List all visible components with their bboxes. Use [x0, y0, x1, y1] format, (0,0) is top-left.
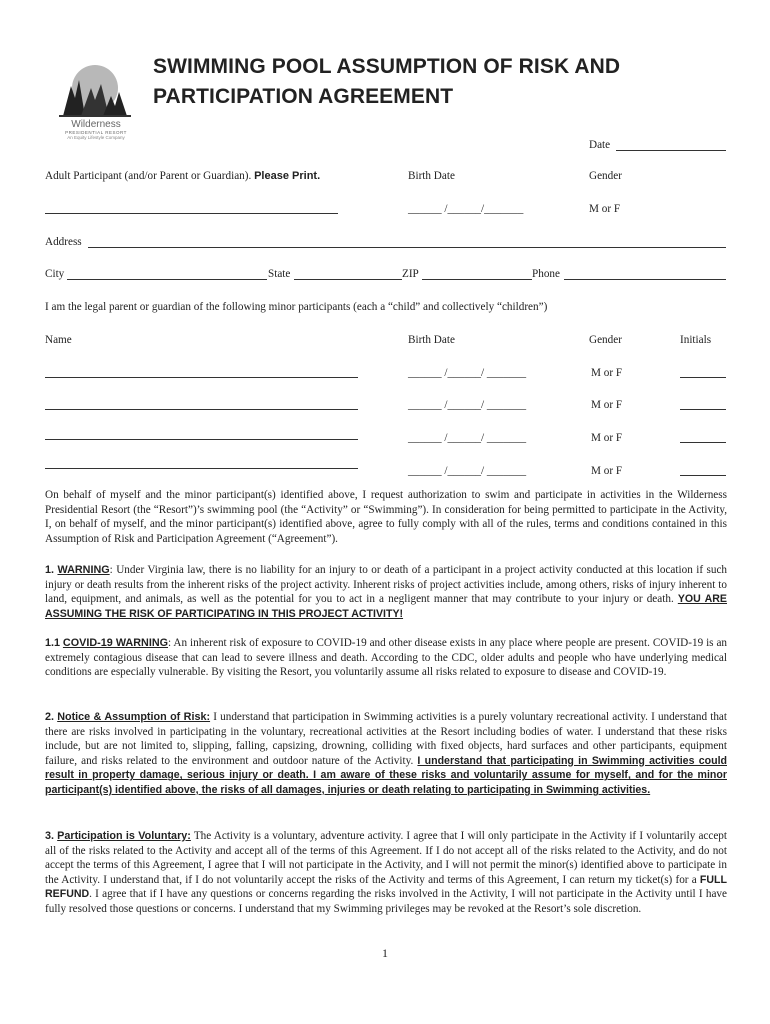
section-1-text: : Under Virginia law, there is no liability for an injury to or death of a participant in a project activity conducted at this location if such injury or death results from the inherent risks of the project activity. Inherent risks of project activities include, among others, risks of injury inherent to land, equipment, and animals, as well as the potential for you to act in a negligent manner that may contribute to your injury or death.: [45, 564, 728, 606]
minor-name-field[interactable]: [45, 377, 358, 378]
date-field[interactable]: [616, 150, 726, 151]
section-3-refund: FULL REFUND: [45, 873, 727, 901]
minor-birth-date-label: Birth Date: [408, 334, 455, 346]
minor-initials-field[interactable]: [680, 442, 726, 443]
birth-date-label: Birth Date: [408, 170, 455, 182]
section-2-number: 2.: [45, 711, 55, 723]
minor-birth-date-field[interactable]: ______ /______/ _______: [408, 399, 527, 411]
section-1-1-text: : An inherent risk of exposure to COVID-19 and other disease exists in any place where people are present. COVID-19 is an extremely contagious disease that can lead to severe illness and death. According to the CDC, older adults and people who have underlying medical conditions are especially vulnerable. By visiting the Resort, you voluntarily assume all risks related to exposure to disease and COVID-19.: [45, 637, 728, 679]
section-1-heading: WARNING: [57, 564, 110, 576]
please-print-label: Please Print.: [254, 170, 321, 182]
logo-tag: An Equity Lifestyle Company: [67, 135, 125, 140]
minor-initials-label: Initials: [680, 334, 712, 346]
minor-initials-field[interactable]: [680, 377, 726, 378]
minor-gender-field[interactable]: M or F: [591, 432, 623, 444]
minor-gender-field[interactable]: M or F: [591, 465, 623, 477]
document-title: SWIMMING POOL ASSUMPTION OF RISK AND PARTICIPATION AGREEMENT: [153, 55, 621, 108]
city-field[interactable]: [67, 279, 267, 280]
minor-initials-field[interactable]: [680, 475, 726, 476]
intro-paragraph: On behalf of myself and the minor participant(s) identified above, I request authorization to swim and participate in activities in the Wilderness Presidential Resort (the “Resort”)’s swimming pool (the “Activity” or “Swimming”). In consideration for being permitted to participate in the Activity, I, on behalf of myself, and the minor participant(s) identified above, agree to fully comply with all of the rules, terms and conditions contained in this Assumption of Risk and Participation Agreement (“Agreement”).: [45, 489, 727, 545]
minor-birth-date-field[interactable]: ______ /______/ _______: [408, 465, 527, 477]
zip-label: ZIP: [402, 268, 419, 280]
state-field[interactable]: [294, 279, 402, 280]
adult-name-field[interactable]: [45, 213, 338, 214]
section-3-text-b: . I agree that if I have any questions or concerns regarding the risks involved in the Activity, I will not participate in the Activity until I have fully resolved those questions or concerns. I understand that my Swimming privileges may be revoked at the Resort’s sole discretion.: [45, 888, 727, 915]
section-2-text: I understand that participation in Swimming activities is a purely voluntary recreational activity. I understand that there are risks involved in participating in the voluntary, recreational activities at the Resort including bodies of water. I understand that these risks include, but are not limited to, slipping, falling, capsizing, drowning, colliding with fixed objects, hard surfaces and other participants, equipment failure, and risks related to the environment and outdoor nature of the Activity.: [45, 711, 727, 767]
zip-field[interactable]: [422, 279, 532, 280]
adult-participant-label: Adult Participant (and/or Parent or Guardian). Please Print.: [45, 170, 321, 182]
logo-sub: PRESIDENTIAL RESORT: [65, 130, 127, 135]
city-label: City: [45, 268, 65, 280]
gender-label: Gender: [589, 170, 622, 182]
section-1-warning: [45, 563, 727, 621]
address-label: Address: [45, 236, 82, 248]
state-label: State: [268, 268, 291, 280]
section-1-1-covid: [45, 636, 727, 680]
section-2-notice: [45, 710, 727, 798]
section-1-number: 1.: [45, 564, 55, 576]
section-3-heading: Participation is Voluntary:: [57, 830, 191, 842]
minor-name-field[interactable]: [45, 409, 358, 410]
page-number: 1: [382, 946, 388, 960]
minor-name-field[interactable]: [45, 439, 358, 440]
minor-birth-date-field[interactable]: ______ /______/ _______: [408, 367, 527, 379]
section-2-heading: Notice & Assumption of Risk:: [57, 711, 211, 723]
minors-intro: I am the legal parent or guardian of the following minor participants (each a “child” and collectively “children”): [45, 301, 548, 313]
address-field[interactable]: [88, 247, 726, 248]
phone-label: Phone: [532, 268, 560, 280]
section-3-voluntary: [45, 829, 727, 917]
date-row: [589, 139, 610, 151]
section-3-number: 3.: [45, 830, 55, 842]
date-label: Date: [589, 139, 611, 151]
minor-initials-field[interactable]: [680, 409, 726, 410]
section-1-1-heading: COVID-19 WARNING: [62, 637, 169, 649]
section-1-1-number: 1.1: [45, 637, 61, 649]
minor-birth-date-field[interactable]: ______ /______/ _______: [408, 432, 527, 444]
phone-field[interactable]: [564, 279, 726, 280]
adult-birth-date-field[interactable]: ______ /______/_______: [408, 203, 524, 215]
mountain-logo-icon: [55, 58, 137, 118]
resort-logo: [55, 58, 137, 142]
minor-name-field[interactable]: [45, 468, 358, 469]
logo-name: Wilderness: [71, 119, 121, 130]
minor-name-label: Name: [45, 334, 72, 346]
minor-gender-field[interactable]: M or F: [591, 399, 623, 411]
section-1-emphasis: YOU ARE ASSUMING THE RISK OF PARTICIPATING IN THIS PROJECT ACTIVITY!: [45, 593, 727, 620]
section-3-text-a: The Activity is a voluntary, adventure activity. I agree that I will only participate in the Activity if I voluntarily accept all of the risks related to the Activity and accept all of the terms of this Agreement. If I do not accept all of the risks related to the Activity, and do not accept the terms of this Agreement, I agree that I will not participate in the Activity, and I will not permit the minor(s) identified above to participate in the Activity. I understand that, if I do not voluntarily accept the risks of the Activity and terms of this Agreement, I can return my ticket(s) for a: [45, 830, 728, 886]
section-2-emphasis: I understand that participating in Swimming activities could result in property damage, serious injury or death. I am aware of these risks and voluntarily assume for myself, and for the minor participant(s) identified above, the risks of all damages, injuries or death relating to participating in Swimming activities.: [45, 754, 727, 796]
adult-gender-field[interactable]: M or F: [589, 203, 621, 215]
minor-gender-label: Gender: [589, 334, 622, 346]
minor-gender-field[interactable]: M or F: [591, 367, 623, 379]
